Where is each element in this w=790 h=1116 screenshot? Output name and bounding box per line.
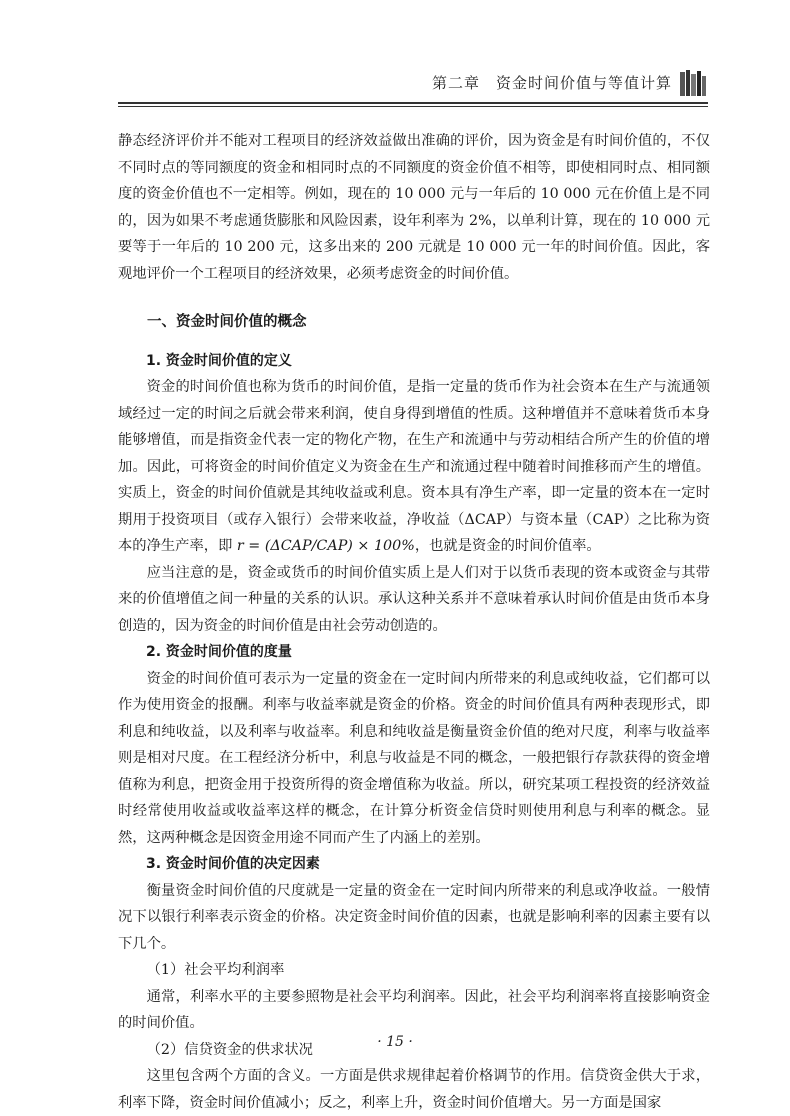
subsection-heading-factors: 3. 资金时间价值的决定因素 xyxy=(146,856,320,872)
chapter-title: 第二章 资金时间价值与等值计算 xyxy=(431,74,672,92)
definition-paragraph xyxy=(118,374,710,560)
subsection-heading-measure: 2. 资金时间价值的度量 xyxy=(146,644,292,660)
header-rule-thin xyxy=(118,106,708,107)
net-productivity-formula: r = (ΔCAP/CAP) × 100% xyxy=(236,538,415,554)
note-paragraph: 应当注意的是，资金或货币的时间价值实质上是人们对于以货币表现的资本或资金与其带来的价值增值之间一种量的关系的认识。承认这种关系并不意味着承认时间价值是由货币本身创造的，因为资金的时间价值是由社会劳动创造的。 xyxy=(118,564,710,634)
factor-heading-credit-supply: （2）信贷资金的供求状况 xyxy=(146,1041,313,1058)
definition-text-end: ，也就是资金的时间价值率。 xyxy=(414,538,601,554)
header-rule xyxy=(118,102,708,104)
measure-paragraph: 资金的时间价值可表示为一定量的资金在一定时间内所带来的利息或纯收益，它们都可以作为使用资金的报酬。利率与收益率就是资金的价格。资金的时间价值具有两种表现形式，即利息和纯收益，以及利率与收益率。利息和纯收益是衡量资金价值的绝对尺度，利率与收益率则是相对尺度。在工程经济分析中，利息与收益是不同的概念，一般把银行存款获得的资金增值称为利息，把资金用于投资所得的资金增值称为收益。所以，研究某项工程投资的经济效益时经常使用收益或收益率这样的概念，在计算分析资金信贷时则使用利息与利率的概念。显然，这两种概念是因资金用途不同而产生了内涵上的差别。 xyxy=(118,670,710,846)
subsection-heading-definition: 1. 资金时间价值的定义 xyxy=(146,352,292,369)
factor-text-profit-rate: 通常，利率水平的主要参照物是社会平均利润率。因此，社会平均利润率将直接影响资金的时间价值。 xyxy=(118,988,710,1031)
factors-paragraph: 衡量资金时间价值的尺度就是一定量的资金在一定时间内所带来的利息或净收益。一般情况下以银行利率表示资金的价格。决定资金时间价值的因素，也就是影响利率的因素主要有以下几个。 xyxy=(118,882,710,952)
section-heading: 一、资金时间价值的概念 xyxy=(147,314,307,330)
intro-paragraph: 静态经济评价并不能对工程项目的经济效益做出准确的评价，因为资金是有时间价值的，不仅不同时点的等同额度的资金和相同时点的不同额度的资金价值不相等，即使相同时点、相同额度的资金价值也不一定相等。例如，现在的 10 000 元与一年后的 10 000 元在价值上是不同的，因为如果不考虑通货膨胀和风险因素，设年利率为 2%，以单利计算，现在的 10 000 元要等于一年后的 10 200 元，这多出来的 200 元就是 10 000 元一年的时间价值。因此，客观地评价一个工程项目的经济效果，必须考虑资金的时间价值。 xyxy=(118,133,710,282)
running-header xyxy=(118,68,708,108)
factor-text-credit-supply: 这里包含两个方面的含义。一方面是供求规律起着价格调节的作用。信贷资金供大于求，利率下降，资金时间价值减小；反之，利率上升，资金时间价值增大。另一方面是国家 xyxy=(118,1068,710,1111)
page-body xyxy=(118,128,710,1116)
books-icon xyxy=(678,68,708,98)
page-number: · 15 · xyxy=(377,1034,413,1050)
definition-text: 资金的时间价值也称为货币的时间价值，是指一定量的货币作为社会资本在生产与流通领域经过一定的时间之后就会带来利润，使自身得到增值的性质。这种增值并不意味着货币本身能够增值，而是指资金代表一定的物化产物，在生产和流通中与劳动相结合所产生的价值的增加。因此，可将资金的时间价值定义为资金在生产和流通过程中随着时间推移而产生的增值。实质上，资金的时间价值就是其纯收益或利息。资本具有净生产率，即一定量的资本在一定时期用于投资项目（或存入银行）会带来收益，净收益（ΔCAP）与资本量（CAP）之比称为资本的净生产率，即 xyxy=(118,379,710,554)
factor-heading-profit-rate: （1）社会平均利润率 xyxy=(146,962,285,978)
